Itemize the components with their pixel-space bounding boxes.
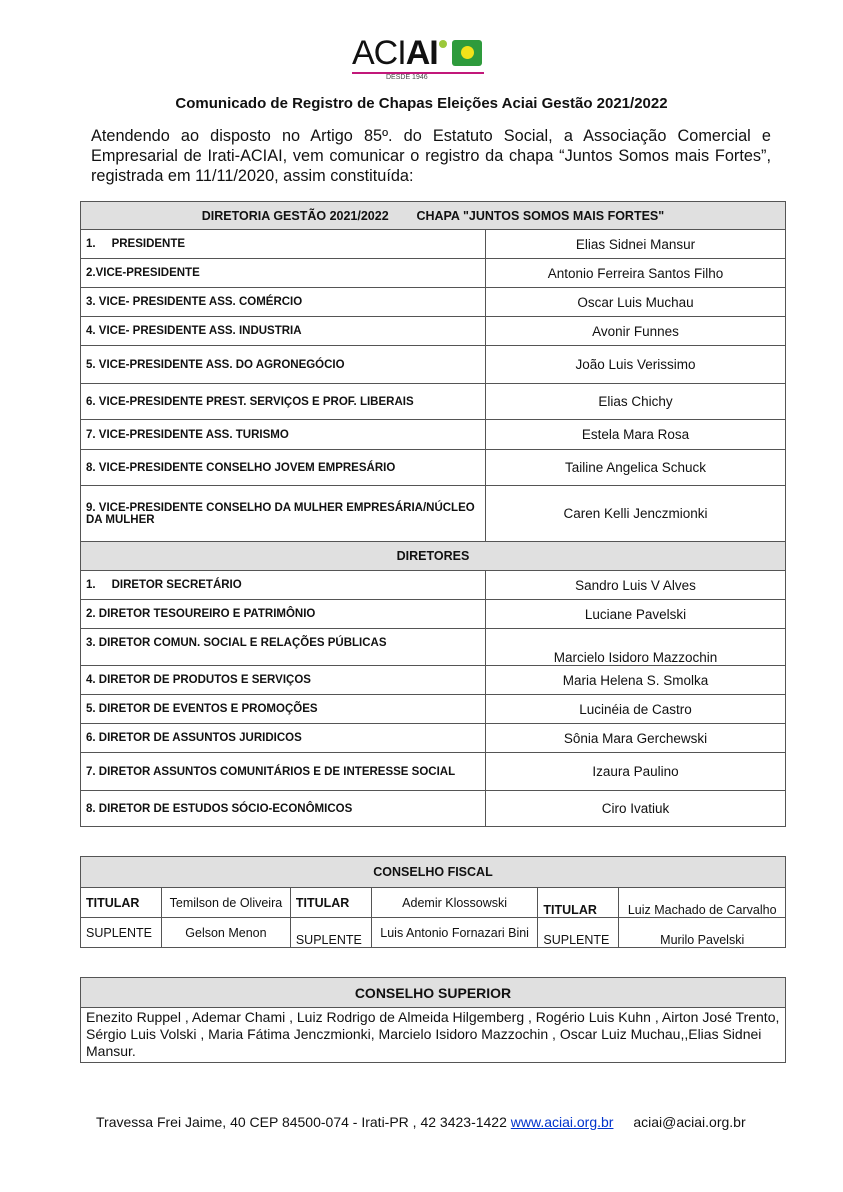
table-row <box>81 666 786 695</box>
suplente-name: Murilo Pavelski <box>619 918 786 948</box>
table-row <box>81 724 786 753</box>
conselho-fiscal-table <box>80 856 786 948</box>
table-row <box>81 384 786 420</box>
member-name-cell: João Luis Verissimo <box>486 346 786 384</box>
diretores-header: DIRETORES <box>81 542 786 571</box>
table-row <box>81 791 786 827</box>
role-cell: 8. DIRETOR DE ESTUDOS SÓCIO-ECONÔMICOS <box>81 791 486 827</box>
aciai-logo: ACIAI DESDE 1946 <box>352 38 487 86</box>
role-cell: 4. DIRETOR DE PRODUTOS E SERVIÇOS <box>81 666 486 695</box>
table-row <box>81 346 786 384</box>
titular-label: TITULAR <box>81 888 162 918</box>
footer-email[interactable]: aciai@aciai.org.br <box>633 1114 746 1130</box>
footer-address: Travessa Frei Jaime, 40 CEP 84500-074 - Irati-PR , 42 3423-1422 <box>96 1114 511 1130</box>
role-cell: 4. VICE- PRESIDENTE ASS. INDUSTRIA <box>81 317 486 346</box>
diretoria-header: DIRETORIA GESTÃO 2021/2022 CHAPA "JUNTOS SOMOS MAIS FORTES" <box>81 202 786 230</box>
table-row <box>81 288 786 317</box>
role-cell: 5. VICE-PRESIDENTE ASS. DO AGRONEGÓCIO <box>81 346 486 384</box>
logo-since: DESDE 1946 <box>386 74 428 81</box>
titular-name: Temilson de Oliveira <box>162 888 291 918</box>
titular-name: Luiz Machado de Carvalho <box>619 888 786 918</box>
conselho-superior-members: Enezito Ruppel , Ademar Chami , Luiz Rodrigo de Almeida Hilgemberg , Rogério Luis Kuhn , Airton José Trento, Sérgio Luis Volski , Maria Fátima Jenczmionki, Marcielo Isidoro Mazzochin , Oscar Luiz Muchau,,Elias Sidnei Mansur. <box>81 1008 786 1063</box>
member-name-cell: Avonir Funnes <box>486 317 786 346</box>
role-cell: 7. DIRETOR ASSUNTOS COMUNITÁRIOS E DE INTERESSE SOCIAL <box>81 753 486 791</box>
role-cell: 5. DIRETOR DE EVENTOS E PROMOÇÕES <box>81 695 486 724</box>
member-name-cell: Sônia Mara Gerchewski <box>486 724 786 753</box>
role-cell: 6. DIRETOR DE ASSUNTOS JURIDICOS <box>81 724 486 753</box>
role-cell: 1. PRESIDENTE <box>81 230 486 259</box>
table-row <box>81 317 786 346</box>
conselho-superior-header: CONSELHO SUPERIOR <box>81 978 786 1008</box>
website-link[interactable]: www.aciai.org.br <box>510 1114 614 1130</box>
suplente-name: Gelson Menon <box>162 918 291 948</box>
role-cell: 7. VICE-PRESIDENTE ASS. TURISMO <box>81 420 486 450</box>
suplente-label: SUPLENTE <box>81 918 162 948</box>
member-name-cell: Lucinéia de Castro <box>486 695 786 724</box>
role-cell: 2. DIRETOR TESOUREIRO E PATRIMÔNIO <box>81 600 486 629</box>
suplente-label: SUPLENTE <box>290 918 371 948</box>
member-name-cell: Ciro Ivatiuk <box>486 791 786 827</box>
member-name-cell: Luciane Pavelski <box>486 600 786 629</box>
table-row <box>81 600 786 629</box>
suplente-label: SUPLENTE <box>538 918 619 948</box>
table-row <box>81 486 786 542</box>
member-name-cell: Oscar Luis Muchau <box>486 288 786 317</box>
member-name-cell: Izaura Paulino <box>486 753 786 791</box>
footer <box>96 1114 746 1130</box>
member-name-cell: Tailine Angelica Schuck <box>486 450 786 486</box>
member-name-cell: Maria Helena S. Smolka <box>486 666 786 695</box>
role-cell: 3. DIRETOR COMUN. SOCIAL E RELAÇÕES PÚBLICAS <box>81 629 486 666</box>
member-name-cell: Caren Kelli Jenczmionki <box>486 486 786 542</box>
document-title: Comunicado de Registro de Chapas Eleições Aciai Gestão 2021/2022 <box>175 95 668 112</box>
logo-symbol-icon <box>452 40 482 66</box>
table-row <box>81 753 786 791</box>
table-row <box>81 450 786 486</box>
member-name-cell: Sandro Luis V Alves <box>486 571 786 600</box>
role-cell: 8. VICE-PRESIDENTE CONSELHO JOVEM EMPRESÁRIO <box>81 450 486 486</box>
role-cell: 1. DIRETOR SECRETÁRIO <box>81 571 486 600</box>
table-row <box>81 629 786 666</box>
role-cell: 3. VICE- PRESIDENTE ASS. COMÉRCIO <box>81 288 486 317</box>
titular-label: TITULAR <box>538 888 619 918</box>
table-row <box>81 571 786 600</box>
conselho-superior-table <box>80 977 786 1063</box>
intro-paragraph: Atendendo ao disposto no Artigo 85º. do Estatuto Social, a Associação Comercial e Empresarial de Irati-ACIAI, vem comunicar o registro da chapa “Juntos Somos mais Fortes”, registrada em 11/11/2020, assim constituída: <box>91 127 771 185</box>
suplente-name: Luis Antonio Fornazari Bini <box>371 918 538 948</box>
table-row <box>81 695 786 724</box>
member-name-cell: Elias Sidnei Mansur <box>486 230 786 259</box>
table-row <box>81 230 786 259</box>
member-name-cell: Estela Mara Rosa <box>486 420 786 450</box>
member-name-cell: Elias Chichy <box>486 384 786 420</box>
role-cell: 2.VICE-PRESIDENTE <box>81 259 486 288</box>
table-row <box>81 420 786 450</box>
conselho-fiscal-header: CONSELHO FISCAL <box>81 857 786 888</box>
role-cell: 6. VICE-PRESIDENTE PREST. SERVIÇOS E PROF. LIBERAIS <box>81 384 486 420</box>
diretoria-table <box>80 201 786 827</box>
member-name-cell: Antonio Ferreira Santos Filho <box>486 259 786 288</box>
member-name-cell: Marcielo Isidoro Mazzochin <box>486 629 786 666</box>
role-cell: 9. VICE-PRESIDENTE CONSELHO DA MULHER EMPRESÁRIA/NÚCLEO DA MULHER <box>81 486 486 542</box>
titular-name: Ademir Klossowski <box>371 888 538 918</box>
titular-label: TITULAR <box>290 888 371 918</box>
table-row <box>81 259 786 288</box>
